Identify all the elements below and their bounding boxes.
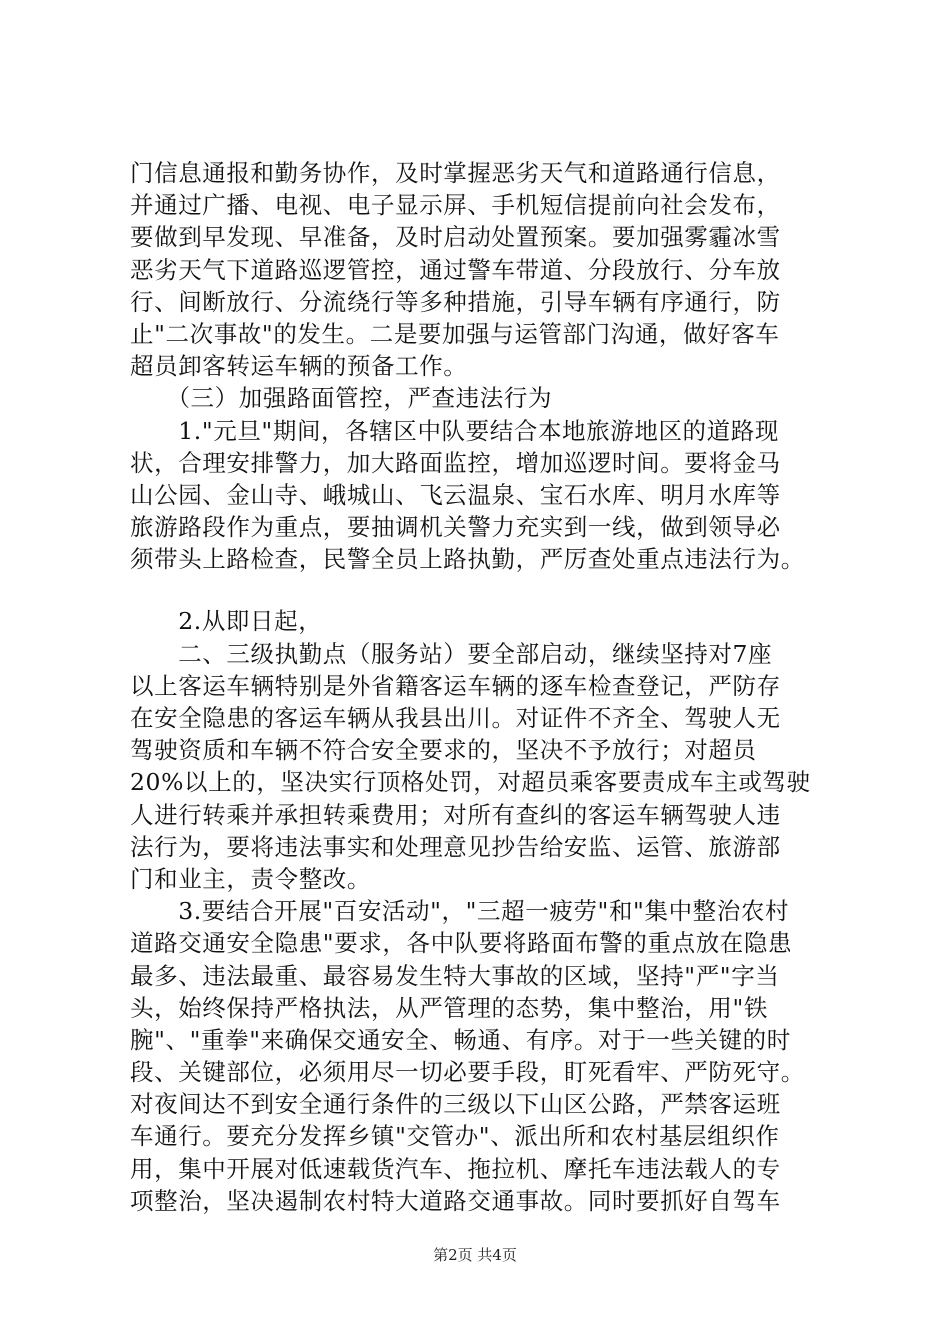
text-line: 止"二次事故"的发生。二是要加强与运管部门沟通，做好客车 (130, 319, 780, 348)
text-line: 超员卸客转运车辆的预备工作。 (130, 352, 468, 381)
text-line: 驾驶资质和车辆不符合安全要求的，坚决不予放行；对超员 (130, 736, 757, 765)
page-number: 第2页 共4页 (433, 1246, 517, 1264)
paragraph-block-1 (130, 157, 850, 575)
paragraph-block-2 (130, 605, 850, 1217)
text-line: 在安全隐患的客运车辆从我县出川。对证件不齐全、驾驶人无 (130, 704, 781, 732)
text-line: 旅游路段作为重点，要抽调机关警力充实到一线，做到领导必 (130, 513, 781, 542)
text-line: 腕"、"重拳"来确保交通安全、畅通、有序。对于一些关键的时 (130, 1025, 791, 1054)
text-line: 并通过广播、电视、电子显示屏、手机短信提前向社会发布， (130, 191, 781, 220)
text-line: 恶劣天气下道路巡逻管控，通过警车带道、分段放行、分车放 (130, 255, 781, 284)
text-line: 须带头上路检查，民警全员上路执勤，严厉查处重点违法行为。 (130, 545, 805, 574)
document-body (130, 157, 850, 1217)
text-line: 头，始终保持严格执法，从严管理的态势，集中整治，用"铁 (130, 993, 769, 1022)
text-line: 法行为，要将违法事实和处理意见抄告给安监、运管、旅游部 (130, 832, 781, 861)
text-line: 20%以上的，坚决实行顶格处罚，对超员乘客要责成车主或驾驶 (130, 768, 811, 797)
text-line: 门信息通报和勤务协作，及时掌握恶劣天气和道路通行信息， (130, 159, 781, 187)
text-line: 二、三级执勤点（服务站）要全部启动，继续坚持对7座 (130, 639, 773, 668)
text-line: 状，合理安排警力，加大路面监控，增加巡逻时间。要将金马 (130, 448, 781, 477)
text-line: 以上客运车辆特别是外省籍客运车辆的逐车检查登记，严防存 (130, 671, 781, 700)
text-line: 项整治，坚决遏制农村特大道路交通事故。同时要抓好自驾车 (130, 1186, 781, 1215)
text-line: 段、关键部位，必须用尽一切必要手段，盯死看牢、严防死守。 (130, 1058, 805, 1087)
text-line: 2.从即日起， (130, 607, 323, 636)
text-line: 人进行转乘并承担转乘费用；对所有查纠的客运车辆驾驶人违 (130, 800, 781, 829)
page-footer (0, 1244, 950, 1265)
text-line: 道路交通安全隐患"要求，各中队要将路面布警的重点放在隐患 (130, 929, 793, 958)
text-line: 对夜间达不到安全通行条件的三级以下山区公路，严禁客运班 (130, 1090, 781, 1119)
text-line: 要做到早发现、早准备，及时启动处置预案。要加强雾霾冰雪 (130, 223, 781, 252)
text-line: 山公园、金山寺、峨城山、飞云温泉、宝石水库、明月水库等 (130, 480, 781, 509)
text-line: 门和业主，责令整改。 (130, 864, 371, 893)
text-line: 行、间断放行、分流绕行等多种措施，引导车辆有序通行，防 (130, 287, 781, 316)
text-line: 车通行。要充分发挥乡镇"交管办"、派出所和农村基层组织作 (130, 1122, 780, 1151)
text-line: 最多、违法最重、最容易发生特大事故的区域，坚持"严"字当 (130, 961, 780, 990)
blank-gap (130, 575, 850, 605)
section-heading: （三）加强路面管控，严查违法行为 (130, 384, 553, 413)
text-line: 3.要结合开展"百安活动"，"三超一疲劳"和"集中整治农村 (130, 897, 790, 926)
text-line: 1."元旦"期间，各辖区中队要结合本地旅游地区的道路现 (130, 416, 779, 445)
text-line: 用，集中开展对低速载货汽车、拖拉机、摩托车违法载人的专 (130, 1154, 781, 1183)
